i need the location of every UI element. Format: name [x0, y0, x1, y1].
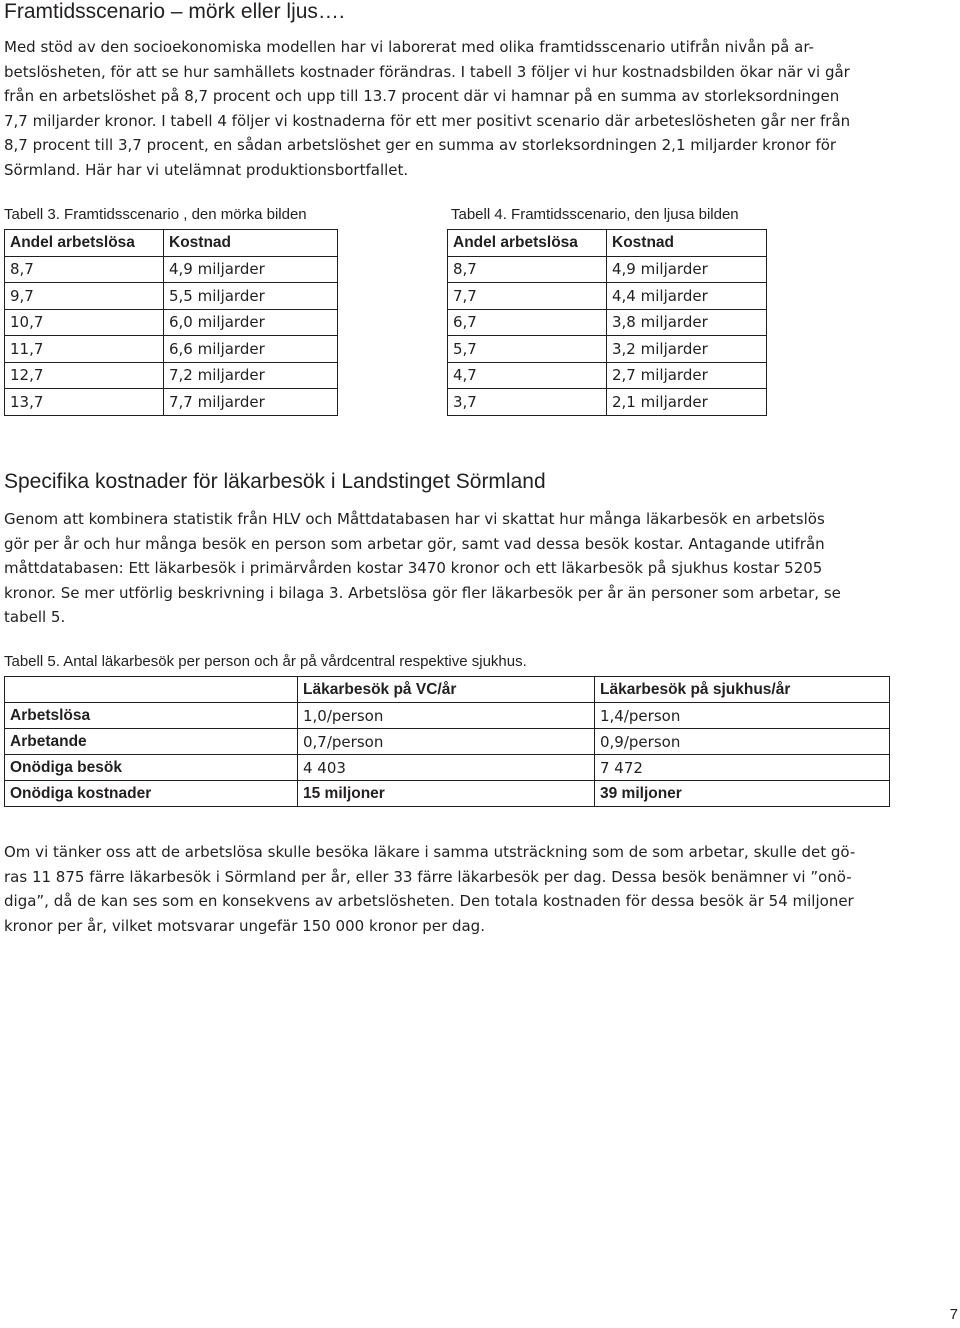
table-row: [5, 309, 338, 336]
table-row: [5, 729, 890, 755]
table-cell: 15 miljoner: [298, 781, 595, 807]
table-row: [5, 256, 338, 283]
table5-caption: Tabell 5. Antal läkarbesök per person och år på vårdcentral respektive sjukhus.: [4, 653, 527, 670]
paragraph-line: Genom att kombinera statistik från HLV och Måttdatabasen har vi skattat hur många läkarbesök en arbetslös: [4, 510, 825, 528]
paragraph-line: 8,7 procent till 3,7 procent, en sådan arbetslöshet ger en summa av storleksordningen 2,1 miljarder kronor för: [4, 136, 837, 154]
table-header-row: [5, 230, 338, 257]
paragraph-line: diga”, då de kan ses som en konsekvens av arbetslösheten. Den totala kostnaden för dessa besök är 54 miljoner: [4, 892, 854, 910]
table-row: [5, 336, 338, 363]
table-cell: 4,4 miljarder: [607, 283, 767, 310]
method-paragraph: [4, 507, 888, 630]
intro-paragraph: [4, 35, 888, 182]
column-header: Läkarbesök på VC/år: [298, 677, 595, 703]
table-cell: 8,7: [5, 256, 164, 283]
table-row: [448, 283, 767, 310]
column-header: Kostnad: [164, 230, 338, 257]
table3-dark-scenario: [4, 229, 338, 416]
paragraph-line: Med stöd av den socioekonomiska modellen har vi laborerat med olika framtidsscenario utifrån nivån på ar-: [4, 38, 814, 56]
table-cell: 0,7/person: [298, 729, 595, 755]
table-row: [448, 336, 767, 363]
paragraph-line: kronor per år, vilket motsvarar ungefär 150 000 kronor per dag.: [4, 916, 485, 935]
row-label: Onödiga besök: [5, 755, 298, 781]
table-row: [448, 256, 767, 283]
table-cell: 3,2 miljarder: [607, 336, 767, 363]
table-row: [5, 362, 338, 389]
table-cell: 6,0 miljarder: [164, 309, 338, 336]
table-cell: 5,5 miljarder: [164, 283, 338, 310]
table-cell: 13,7: [5, 389, 164, 416]
table-cell: 12,7: [5, 362, 164, 389]
column-header: Kostnad: [607, 230, 767, 257]
table-cell: 39 miljoner: [595, 781, 890, 807]
row-label: Onödiga kostnader: [5, 781, 298, 807]
section-heading-doctor-visits: Specifika kostnader för läkarbesök i Landstinget Sörmland: [4, 470, 546, 493]
table5-doctor-visits: [4, 676, 890, 807]
table-cell: 0,9/person: [595, 729, 890, 755]
table-cell: 6,7: [448, 309, 607, 336]
table4-bright-scenario: [447, 229, 767, 416]
table-cell: 7 472: [595, 755, 890, 781]
table-cell: 7,2 miljarder: [164, 362, 338, 389]
column-header: Andel arbetslösa: [448, 230, 607, 257]
column-header: Läkarbesök på sjukhus/år: [595, 677, 890, 703]
table-cell: 3,7: [448, 389, 607, 416]
column-header: Andel arbetslösa: [5, 230, 164, 257]
table-cell: 8,7: [448, 256, 607, 283]
table-cell: 10,7: [5, 309, 164, 336]
table-cell: 3,8 miljarder: [607, 309, 767, 336]
page-number: 7: [949, 1306, 958, 1323]
table-cell: 6,6 miljarder: [164, 336, 338, 363]
table-cell: 4,7: [448, 362, 607, 389]
table-row: [5, 781, 890, 807]
table-cell: 5,7: [448, 336, 607, 363]
paragraph-line: tabell 5.: [4, 608, 66, 626]
table3-caption: Tabell 3. Framtidsscenario , den mörka bilden: [4, 206, 307, 223]
paragraph-line: ras 11 875 färre läkarbesök i Sörmland per år, eller 33 färre läkarbesök per dag. Dessa besök benämner vi ”onö-: [4, 867, 852, 886]
conclusion-paragraph: [4, 840, 888, 938]
paragraph-line: Om vi tänker oss att de arbetslösa skulle besöka läkare i samma utsträckning som de som arbetar, skulle det gö-: [4, 843, 856, 861]
table4-caption: Tabell 4. Framtidsscenario, den ljusa bilden: [451, 206, 739, 223]
table-row: [5, 283, 338, 310]
table-row: [5, 703, 890, 729]
table-cell: 4,9 miljarder: [607, 256, 767, 283]
table-cell: 2,7 miljarder: [607, 362, 767, 389]
table-cell: 7,7 miljarder: [164, 389, 338, 416]
row-label: Arbetslösa: [5, 703, 298, 729]
paragraph-line: kronor. Se mer utförlig beskrivning i bilaga 3. Arbetslösa gör fler läkarbesök per år än personer som arbetar, se: [4, 583, 841, 602]
paragraph-line: gör per år och hur många besök en person som arbetar gör, samt vad dessa besök kostar. Antagande utifrån: [4, 534, 825, 553]
paragraph-line: måttdatabasen: Ett läkarbesök i primärvården kostar 3470 kronor och ett läkarbesök på sjukhus kostar 5205: [4, 559, 823, 577]
table-cell: 1,0/person: [298, 703, 595, 729]
table-header-row: [448, 230, 767, 257]
table-cell: 9,7: [5, 283, 164, 310]
table-row: [5, 389, 338, 416]
row-label: Arbetande: [5, 729, 298, 755]
table-row: [448, 309, 767, 336]
table-row: [448, 389, 767, 416]
table-cell: 2,1 miljarder: [607, 389, 767, 416]
table-cell: 4,9 miljarder: [164, 256, 338, 283]
paragraph-line: från en arbetslöshet på 8,7 procent och upp till 13.7 procent där vi hamnar på en summa av storleksordningen: [4, 87, 840, 105]
table-cell: 4 403: [298, 755, 595, 781]
paragraph-line: Sörmland. Här har vi utelämnat produktionsbortfallet.: [4, 160, 409, 179]
table-cell: 11,7: [5, 336, 164, 363]
table-row: [5, 755, 890, 781]
table-cell: 1,4/person: [595, 703, 890, 729]
paragraph-line: betslösheten, för att se hur samhällets kostnader förändras. I tabell 3 följer vi hur kostnadsbilden ökar när vi går: [4, 62, 850, 81]
table-cell: 7,7: [448, 283, 607, 310]
paragraph-line: 7,7 miljarder kronor. I tabell 4 följer vi kostnaderna för ett mer positivt scenario där arbeteslösheten går ner från: [4, 111, 851, 130]
column-header: [5, 677, 298, 703]
table-row: [448, 362, 767, 389]
table-header-row: [5, 677, 890, 703]
section-heading-scenario: Framtidsscenario – mörk eller ljus….: [4, 0, 345, 23]
